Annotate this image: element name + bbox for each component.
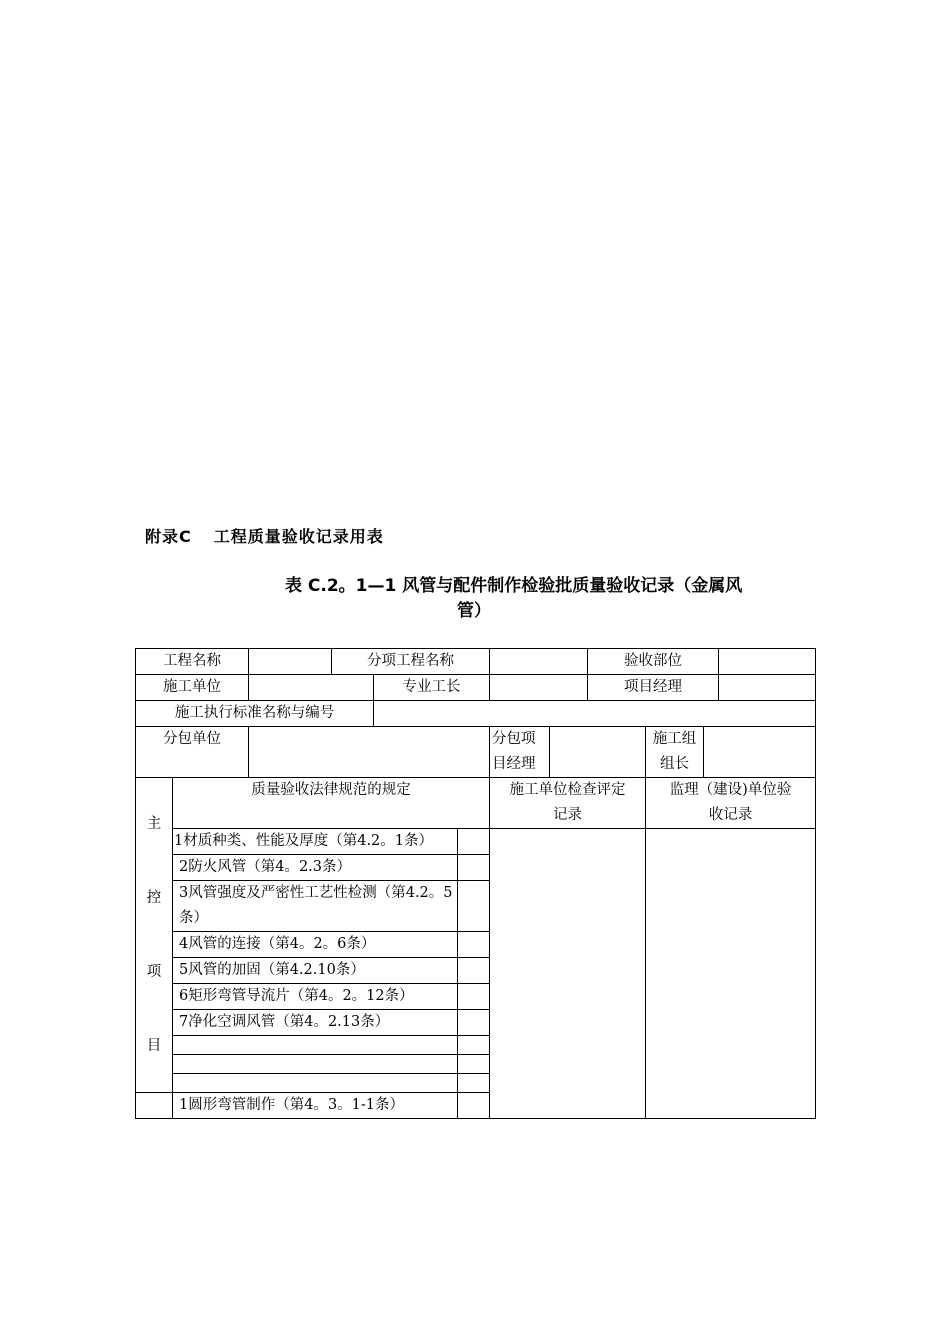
team-leader-label (646, 727, 704, 778)
table-title-line-2: 管） (457, 601, 491, 621)
regulation-header: 质量验收法律规范的规定 (173, 778, 490, 829)
main-label-char-2: 控 (146, 890, 162, 906)
team-leader-line-2: 组长 (660, 756, 689, 772)
main-item-4: 4风管的连接（第4。2。6条） (173, 932, 458, 958)
project-name-value[interactable] (249, 649, 332, 675)
blank-item[interactable] (173, 1055, 458, 1074)
acceptance-part-label: 验收部位 (588, 649, 719, 675)
main-label-char-3: 项 (146, 964, 162, 980)
table-title-line-1: 表 C.2。1—1 风管与配件制作检验批质量验收记录（金属风 (285, 576, 743, 596)
supervision-record[interactable] (646, 829, 816, 1119)
project-name-label: 工程名称 (136, 649, 249, 675)
main-item-6-check[interactable] (458, 984, 490, 1010)
main-label-char-1: 主 (146, 816, 162, 832)
team-leader-value[interactable] (704, 727, 816, 778)
main-item-7-check[interactable] (458, 1010, 490, 1036)
supervision-line-2: 收记录 (708, 807, 753, 823)
general-item-1: 1圆形弯管制作（第4。3。1-1条） (173, 1093, 458, 1119)
blank-item-check[interactable] (458, 1036, 490, 1055)
blank-item[interactable] (173, 1074, 458, 1093)
blank-item[interactable] (173, 1036, 458, 1055)
form-row-header (136, 778, 816, 829)
construction-unit-label: 施工单位 (136, 675, 249, 701)
construction-check-line-2: 记录 (553, 807, 582, 823)
appendix-label: 附录C (145, 527, 192, 546)
main-label-char-4: 目 (146, 1038, 162, 1054)
form-row-project (136, 649, 816, 675)
appendix-heading (145, 524, 384, 547)
main-item-5: 5风管的加固（第4.2.10条） (173, 958, 458, 984)
subcontractor-value[interactable] (249, 727, 490, 778)
main-item-4-check[interactable] (458, 932, 490, 958)
subcontractor-label: 分包单位 (136, 727, 249, 778)
main-item-5-check[interactable] (458, 958, 490, 984)
main-control-label (136, 778, 173, 1093)
blank-item-check[interactable] (458, 1074, 490, 1093)
construction-unit-value[interactable] (249, 675, 374, 701)
construction-check-header (490, 778, 646, 829)
sub-pm-line-1: 分包项 (492, 731, 536, 747)
sub-project-manager-label (490, 727, 550, 778)
main-item-3: 3风管强度及严密性工艺性检测（第4.2。5条） (173, 881, 458, 932)
supervision-line-1: 监理（建设)单位验 (669, 782, 792, 798)
foreman-label: 专业工长 (374, 675, 490, 701)
main-item-row-1 (136, 829, 816, 855)
sub-project-name-label: 分项工程名称 (332, 649, 490, 675)
standard-label: 施工执行标准名称与编号 (136, 701, 374, 727)
main-item-1-check[interactable] (458, 829, 490, 855)
main-item-7: 7净化空调风管（第4。2.13条） (173, 1010, 458, 1036)
form-row-subcontractor (136, 727, 816, 778)
sub-project-manager-value[interactable] (550, 727, 646, 778)
general-item-1-check[interactable] (458, 1093, 490, 1119)
construction-check-line-1: 施工单位检查评定 (509, 782, 626, 798)
project-manager-label: 项目经理 (588, 675, 719, 701)
main-item-2: 2防火风管（第4。2.3条） (173, 855, 458, 881)
table-title (285, 574, 805, 624)
sub-pm-line-2: 目经理 (492, 756, 536, 772)
construction-check-record[interactable] (490, 829, 646, 1119)
standard-value[interactable] (374, 701, 816, 727)
main-item-6: 6矩形弯管导流片（第4。2。12条） (173, 984, 458, 1010)
supervision-header (646, 778, 816, 829)
main-item-1: 1材质种类、性能及厚度（第4.2。1条） (173, 829, 458, 855)
blank-item-check[interactable] (458, 1055, 490, 1074)
general-label (136, 1093, 173, 1119)
sub-project-name-value[interactable] (490, 649, 588, 675)
project-manager-value[interactable] (719, 675, 816, 701)
form-row-standard (136, 701, 816, 727)
main-item-2-check[interactable] (458, 855, 490, 881)
foreman-value[interactable] (490, 675, 588, 701)
team-leader-line-1: 施工组 (652, 731, 697, 747)
main-item-3-check[interactable] (458, 881, 490, 932)
acceptance-part-value[interactable] (719, 649, 816, 675)
form-row-construction-unit (136, 675, 816, 701)
acceptance-form-table (135, 648, 816, 1119)
appendix-title: 工程质量验收记录用表 (213, 527, 384, 546)
